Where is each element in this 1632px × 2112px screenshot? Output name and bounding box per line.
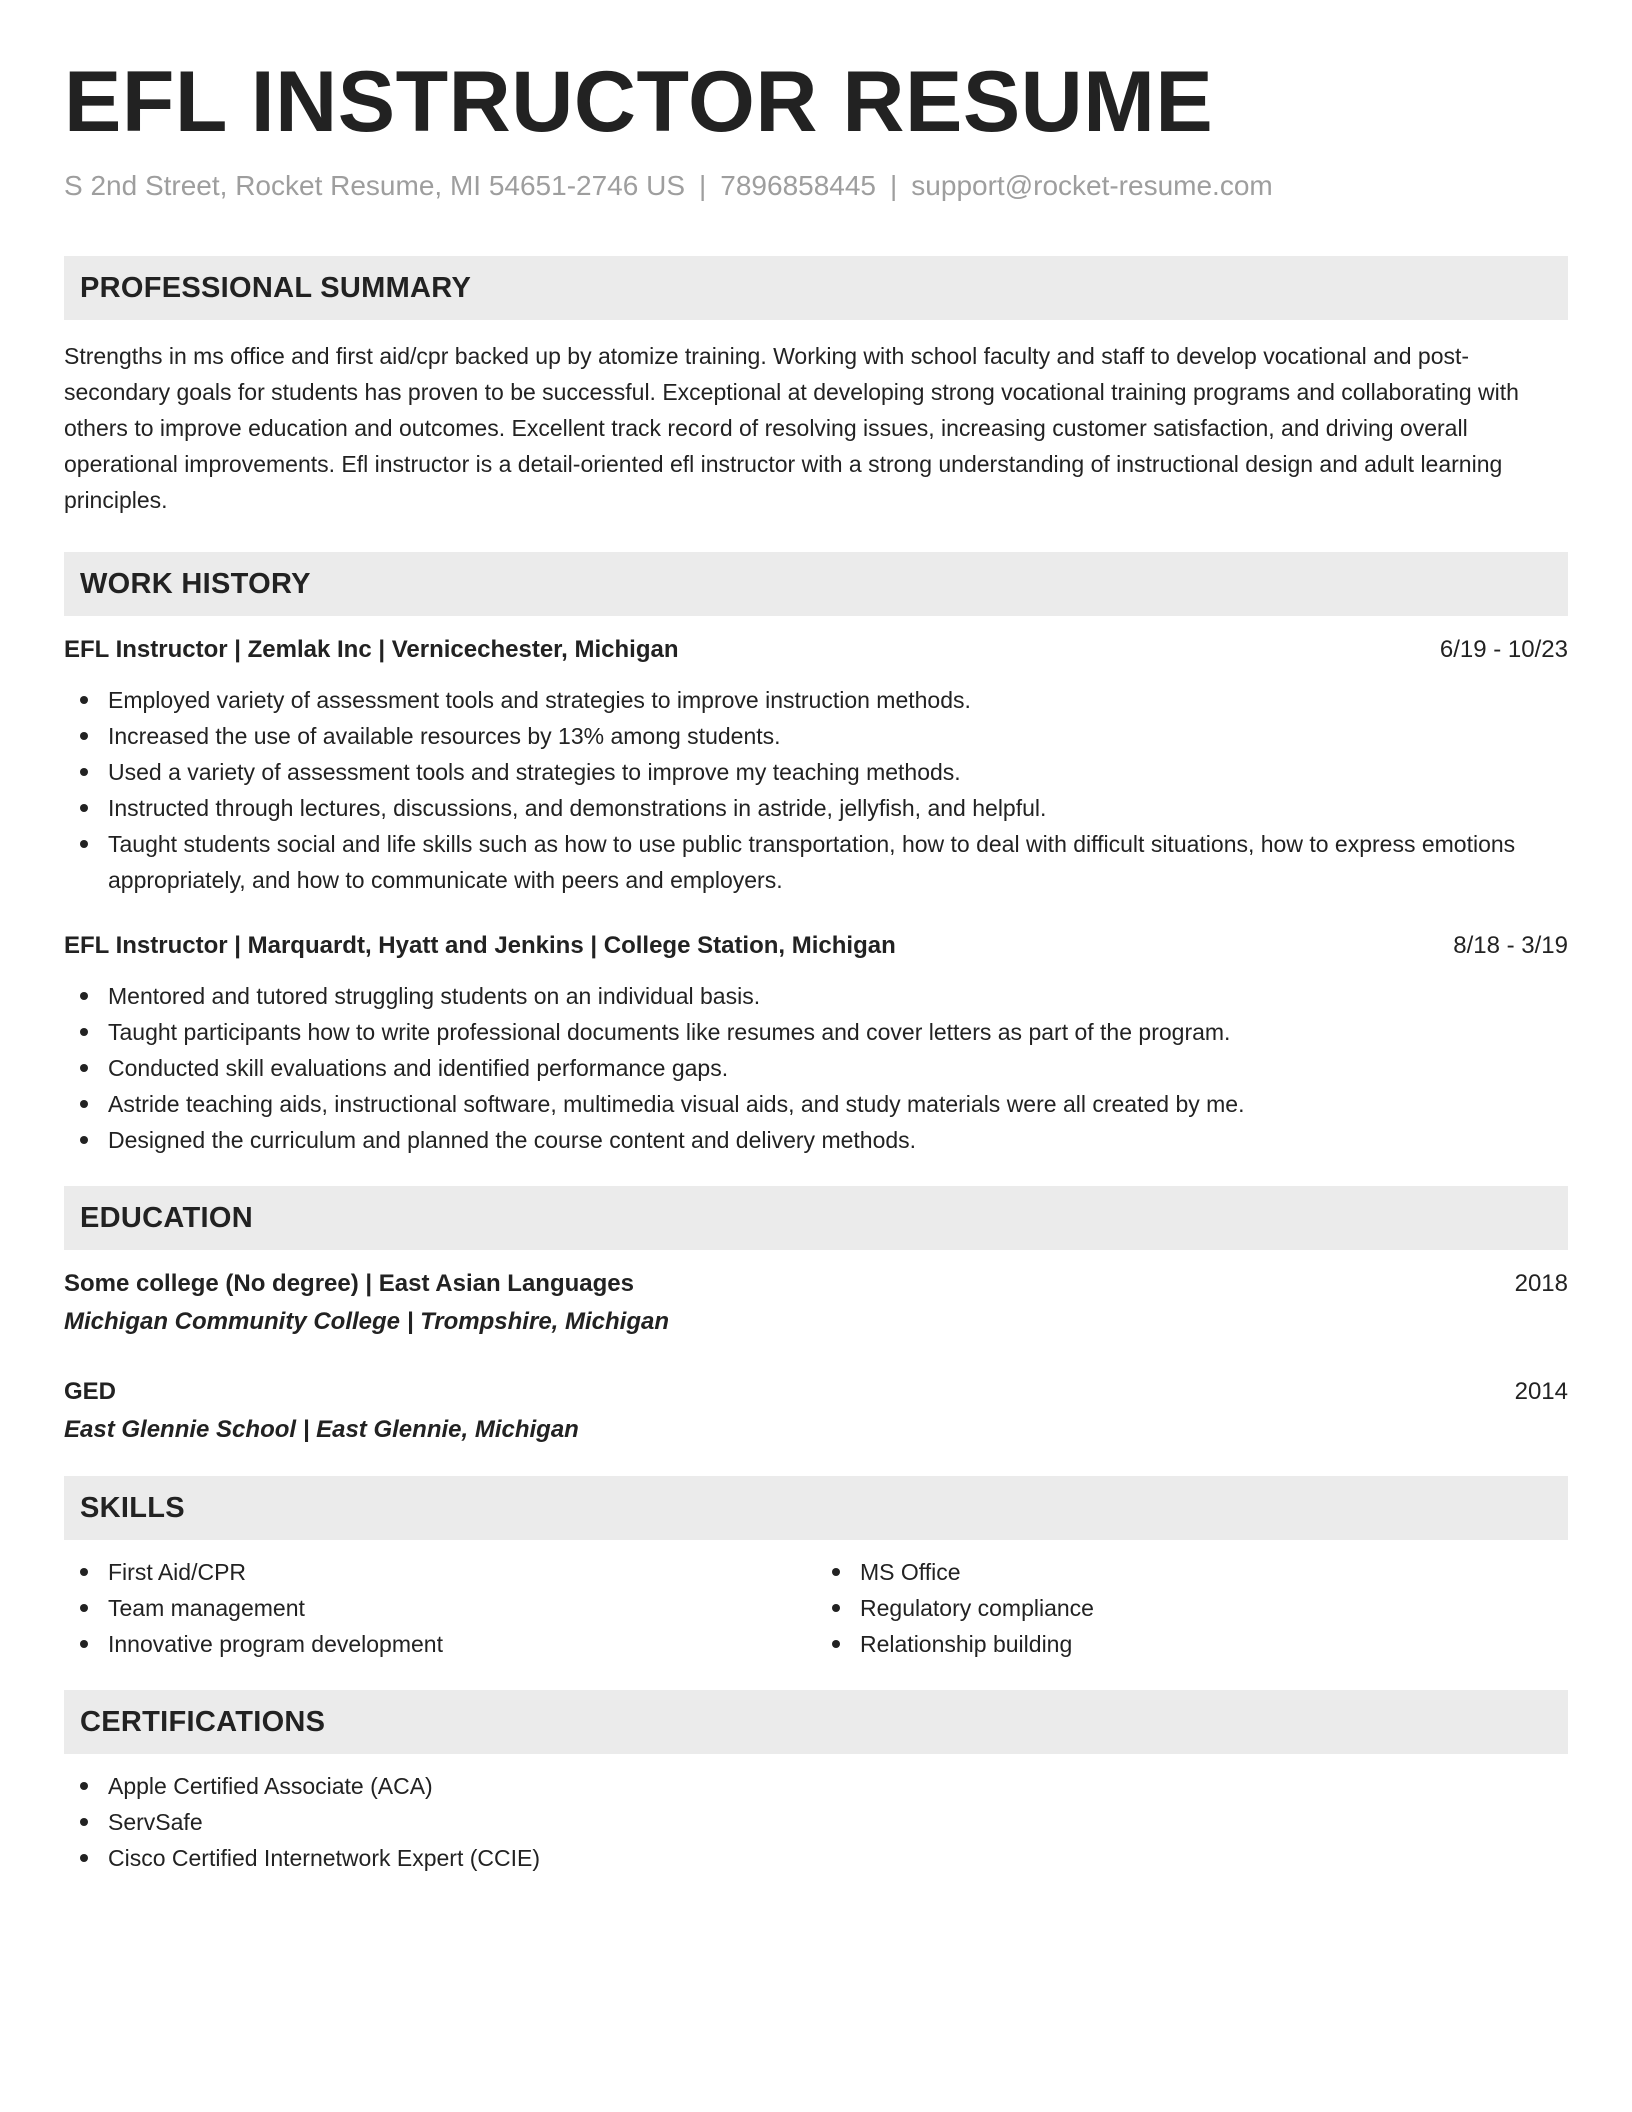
list-item: [64, 1086, 1568, 1122]
resume-title: EFL INSTRUCTOR RESUME: [64, 54, 1214, 150]
skill-text: Innovative program development: [108, 1631, 443, 1657]
list-item: [64, 1554, 816, 1590]
certification-text: Apple Certified Associate (ACA): [108, 1773, 433, 1799]
bullet-text: Designed the curriculum and planned the course content and delivery methods.: [108, 1127, 917, 1153]
bullet-icon: [80, 840, 88, 848]
skills-column-left: [64, 1554, 816, 1662]
bullet-icon: [80, 1854, 88, 1862]
list-item: [64, 682, 1568, 718]
list-item: [64, 1590, 816, 1626]
list-item: [64, 826, 1568, 898]
job-bullet-list: [64, 978, 1568, 1158]
bullet-icon: [80, 768, 88, 776]
bullet-text: Employed variety of assessment tools and strategies to improve instruction methods.: [108, 687, 971, 713]
summary-text: Strengths in ms office and first aid/cpr backed up by atomize training. Working with school faculty and staff to develop vocational and post-secondary goals for students has proven to be successful. Exceptional at developing strong vocational training programs and collaborating with others to improve education and outcomes. Excellent track record of resolving issues, increasing customer satisfaction, and driving overall operational improvements. Efl instructor is a detail-oriented efl instructor with a strong understanding of instructional design and adult learning principles.: [64, 343, 1519, 513]
job-title: EFL Instructor | Marquardt, Hyatt and Jenkins | College Station, Michigan: [64, 932, 896, 959]
certification-text: Cisco Certified Internetwork Expert (CCIE): [108, 1845, 541, 1871]
bullet-icon: [80, 1028, 88, 1036]
bullet-icon: [80, 1818, 88, 1826]
list-item: [64, 1014, 1568, 1050]
list-item: [816, 1590, 1568, 1626]
bullet-icon: [80, 732, 88, 740]
education-degree: Some college (No degree) | East Asian Languages: [64, 1270, 634, 1297]
bullet-icon: [80, 1604, 88, 1612]
list-item: [64, 754, 1568, 790]
bullet-icon: [80, 696, 88, 704]
bullet-text: Taught students social and life skills such as how to use public transportation, how to deal with difficult situations, how to express emotions appropriately, and how to communicate with peers and employers.: [108, 831, 1516, 893]
education-header: [64, 1374, 1568, 1410]
job-header: [64, 928, 1568, 964]
list-item: [64, 1804, 1568, 1840]
skills-grid: [64, 1554, 1568, 1662]
certifications-list: [64, 1768, 1568, 1876]
bullet-icon: [80, 1782, 88, 1790]
list-item: [64, 1840, 1568, 1876]
contact-separator: |: [890, 170, 898, 201]
list-item: [816, 1626, 1568, 1662]
bullet-icon: [832, 1604, 840, 1612]
list-item: [64, 1626, 816, 1662]
job-dates: 6/19 - 10/23: [1439, 636, 1568, 663]
education-year: 2014: [1514, 1378, 1568, 1405]
bullet-icon: [80, 1100, 88, 1108]
bullet-text: Astride teaching aids, instructional software, multimedia visual aids, and study materials were all created by me.: [108, 1091, 1245, 1117]
education-school: Michigan Community College | Trompshire, Michigan: [64, 1308, 670, 1335]
contact-address: S 2nd Street, Rocket Resume, MI 54651-2746 US: [64, 170, 685, 201]
bullet-text: Instructed through lectures, discussions, and demonstrations in astride, jellyfish, and helpful.: [108, 795, 1047, 821]
list-item: [64, 978, 1568, 1014]
bullet-icon: [80, 1064, 88, 1072]
bullet-text: Conducted skill evaluations and identified performance gaps.: [108, 1055, 729, 1081]
job-header: [64, 632, 1568, 668]
section-heading-summary: PROFESSIONAL SUMMARY: [64, 256, 1568, 320]
skills-column-right: [816, 1554, 1568, 1662]
education-degree: GED: [64, 1378, 117, 1405]
job-bullet-list: [64, 682, 1568, 898]
education-school: East Glennie School | East Glennie, Michigan: [64, 1416, 579, 1443]
job-title: EFL Instructor | Zemlak Inc | Vernicechester, Michigan: [64, 636, 679, 663]
bullet-icon: [80, 804, 88, 812]
job-dates: 8/18 - 3/19: [1453, 932, 1568, 959]
bullet-text: Taught participants how to write professional documents like resumes and cover letters as part of the program.: [108, 1019, 1231, 1045]
list-item: [64, 718, 1568, 754]
list-item: [64, 1122, 1568, 1158]
contact-line: [64, 168, 1568, 204]
skill-text: Relationship building: [860, 1631, 1073, 1657]
skills-list: [64, 1554, 816, 1662]
bullet-text: Increased the use of available resources by 13% among students.: [108, 723, 781, 749]
bullet-icon: [80, 1640, 88, 1648]
bullet-icon: [832, 1640, 840, 1648]
list-item: [64, 1050, 1568, 1086]
skills-list: [816, 1554, 1568, 1662]
skill-text: First Aid/CPR: [108, 1559, 247, 1585]
section-heading-work-history: WORK HISTORY: [64, 552, 1568, 616]
bullet-icon: [832, 1568, 840, 1576]
education-header: [64, 1266, 1568, 1302]
section-heading-skills: SKILLS: [64, 1476, 1568, 1540]
contact-separator: |: [699, 170, 707, 201]
bullet-icon: [80, 1136, 88, 1144]
certification-text: ServSafe: [108, 1809, 203, 1835]
contact-phone: 7896858445: [720, 170, 877, 201]
education-year: 2018: [1514, 1270, 1568, 1297]
bullet-text: Used a variety of assessment tools and strategies to improve my teaching methods.: [108, 759, 961, 785]
bullet-text: Mentored and tutored struggling students on an individual basis.: [108, 983, 761, 1009]
section-heading-education: EDUCATION: [64, 1186, 1568, 1250]
skill-text: Team management: [108, 1595, 305, 1621]
bullet-icon: [80, 992, 88, 1000]
bullet-icon: [80, 1568, 88, 1576]
list-item: [64, 1768, 1568, 1804]
contact-email: support@rocket-resume.com: [911, 170, 1273, 201]
skill-text: MS Office: [860, 1559, 961, 1585]
list-item: [64, 790, 1568, 826]
skill-text: Regulatory compliance: [860, 1595, 1094, 1621]
section-heading-certifications: CERTIFICATIONS: [64, 1690, 1568, 1754]
list-item: [816, 1554, 1568, 1590]
